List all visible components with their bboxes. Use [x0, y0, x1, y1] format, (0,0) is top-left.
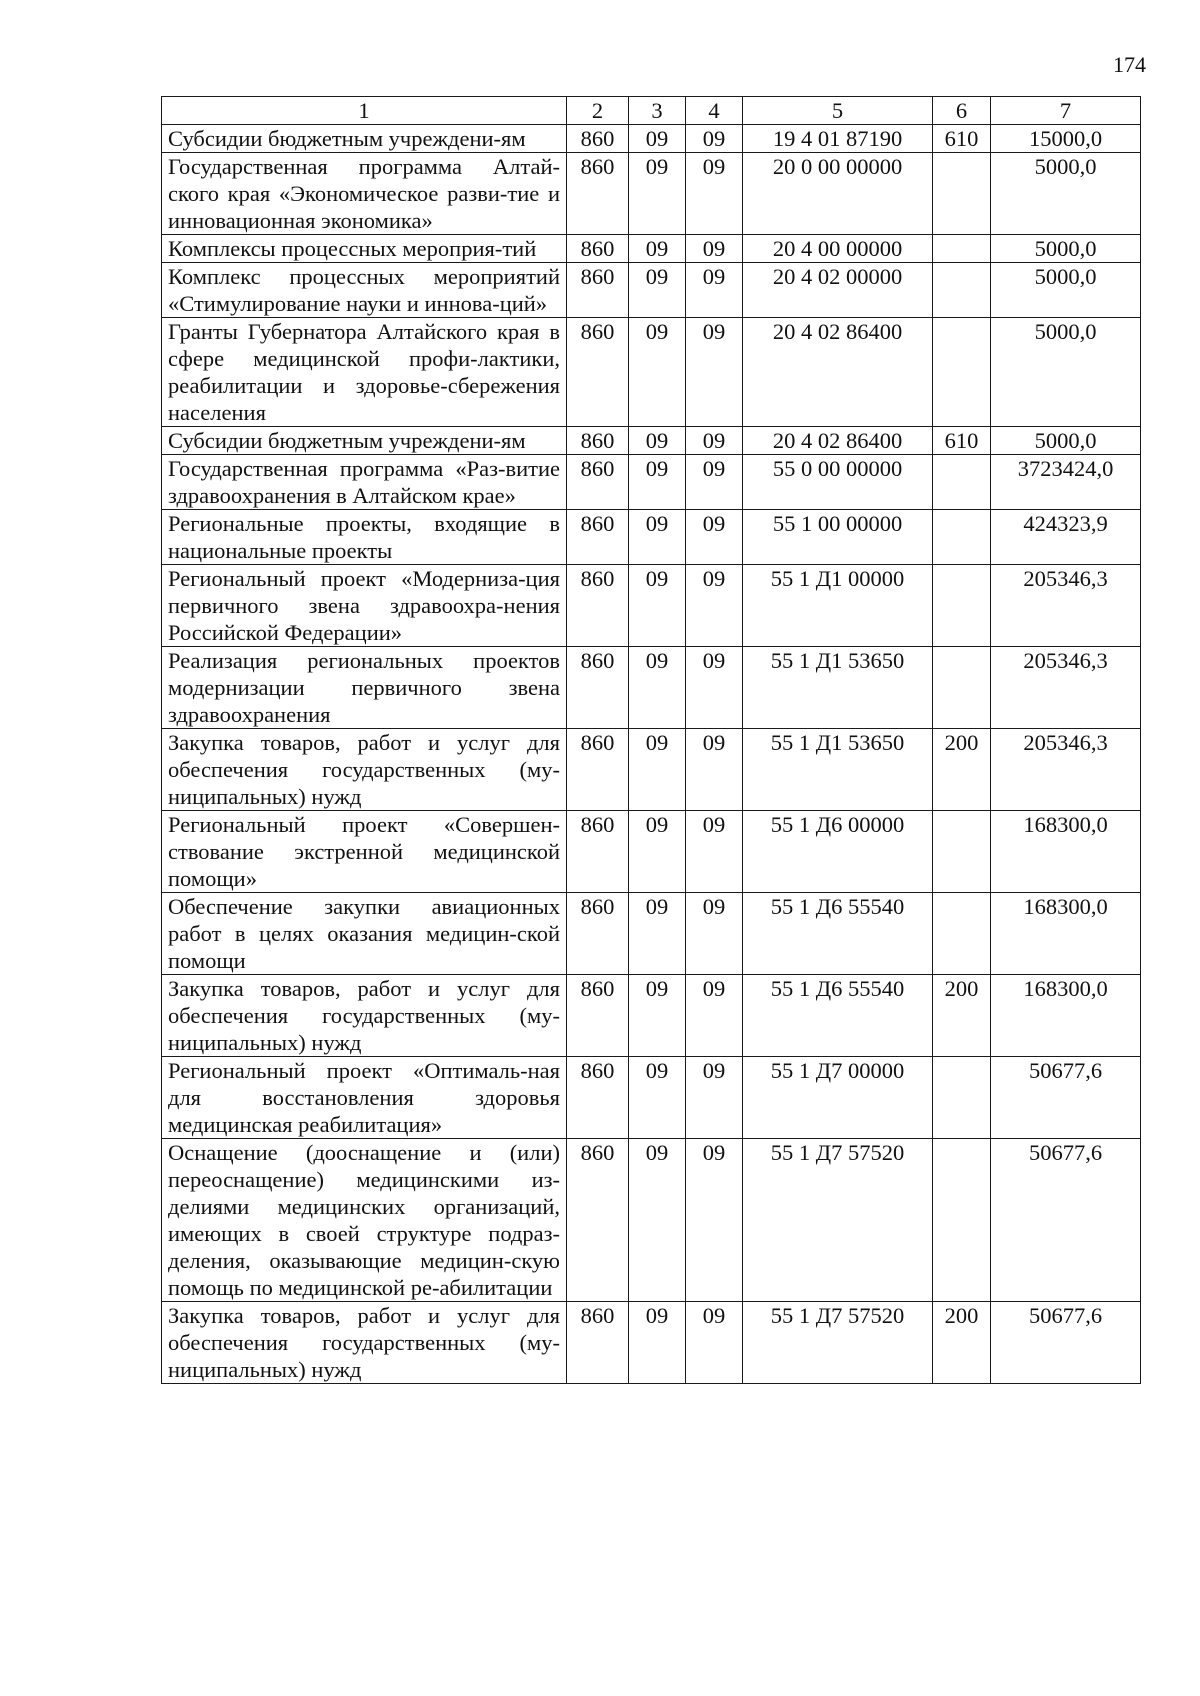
row-target-cell: 20 4 02 00000: [743, 263, 933, 318]
row-name-cell: Комплексы процессных мероприя-тий: [162, 235, 567, 263]
column-header-1: 1: [162, 97, 567, 125]
row-amount-cell: 205346,3: [991, 729, 1141, 811]
row-name-cell: Субсидии бюджетным учреждени-ям: [162, 427, 567, 455]
row-subsection-cell: 09: [686, 153, 743, 235]
row-code-cell: 860: [567, 263, 629, 318]
row-expense-type-cell: [933, 235, 991, 263]
row-code-cell: 860: [567, 893, 629, 975]
row-code-cell: 860: [567, 510, 629, 565]
row-target-cell: 55 0 00 00000: [743, 455, 933, 510]
row-name-cell: Обеспечение закупки авиационных работ в целях оказания медицин-ской помощи: [162, 893, 567, 975]
column-header-6: 6: [933, 97, 991, 125]
row-target-cell: 20 4 02 86400: [743, 427, 933, 455]
table-row: [162, 235, 1141, 263]
row-name-cell: Региональные проекты, входящие в национальные проекты: [162, 510, 567, 565]
row-subsection-cell: 09: [686, 1057, 743, 1139]
row-amount-cell: 50677,6: [991, 1302, 1141, 1384]
row-target-cell: 20 4 00 00000: [743, 235, 933, 263]
row-name-cell: Закупка товаров, работ и услуг для обеспечения государственных (му-ниципальных) нужд: [162, 975, 567, 1057]
row-expense-type-cell: [933, 510, 991, 565]
row-subsection-cell: 09: [686, 427, 743, 455]
row-target-cell: 55 1 Д7 00000: [743, 1057, 933, 1139]
row-section-cell: 09: [629, 893, 686, 975]
row-subsection-cell: 09: [686, 125, 743, 153]
row-amount-cell: 168300,0: [991, 893, 1141, 975]
row-code-cell: 860: [567, 811, 629, 893]
row-expense-type-cell: 200: [933, 975, 991, 1057]
row-expense-type-cell: [933, 455, 991, 510]
column-header-7: 7: [991, 97, 1141, 125]
row-expense-type-cell: 200: [933, 1302, 991, 1384]
row-subsection-cell: 09: [686, 893, 743, 975]
row-amount-cell: 5000,0: [991, 235, 1141, 263]
row-expense-type-cell: [933, 263, 991, 318]
row-amount-cell: 168300,0: [991, 975, 1141, 1057]
row-amount-cell: 3723424,0: [991, 455, 1141, 510]
table-row: [162, 318, 1141, 427]
row-section-cell: 09: [629, 125, 686, 153]
row-name-cell: Закупка товаров, работ и услуг для обеспечения государственных (му-ниципальных) нужд: [162, 729, 567, 811]
row-amount-cell: 5000,0: [991, 263, 1141, 318]
column-header-4: 4: [686, 97, 743, 125]
row-name-cell: Государственная программа «Раз-витие здравоохранения в Алтайском крае»: [162, 455, 567, 510]
row-amount-cell: 50677,6: [991, 1057, 1141, 1139]
row-expense-type-cell: 200: [933, 729, 991, 811]
row-amount-cell: 5000,0: [991, 427, 1141, 455]
row-code-cell: 860: [567, 1057, 629, 1139]
page-number: 174: [1113, 52, 1146, 77]
table-row: [162, 510, 1141, 565]
row-name-cell: Реализация региональных проектов модернизации первичного звена здравоохранения: [162, 647, 567, 729]
row-expense-type-cell: [933, 565, 991, 647]
table-row: [162, 975, 1141, 1057]
row-code-cell: 860: [567, 125, 629, 153]
row-expense-type-cell: [933, 1139, 991, 1302]
row-target-cell: 20 0 00 00000: [743, 153, 933, 235]
row-section-cell: 09: [629, 455, 686, 510]
row-name-cell: Субсидии бюджетным учреждени-ям: [162, 125, 567, 153]
row-name-cell: Государственная программа Алтай-ского края «Экономическое разви-тие и инновационная экономика»: [162, 153, 567, 235]
row-target-cell: 55 1 Д1 53650: [743, 647, 933, 729]
row-target-cell: 55 1 Д7 57520: [743, 1139, 933, 1302]
row-amount-cell: 205346,3: [991, 647, 1141, 729]
row-target-cell: 55 1 Д6 55540: [743, 893, 933, 975]
table-row: [162, 427, 1141, 455]
row-subsection-cell: 09: [686, 1302, 743, 1384]
row-code-cell: 860: [567, 235, 629, 263]
row-target-cell: 20 4 02 86400: [743, 318, 933, 427]
table-row: [162, 125, 1141, 153]
row-target-cell: 55 1 Д1 53650: [743, 729, 933, 811]
row-name-cell: Комплекс процессных мероприятий «Стимулирование науки и иннова-ций»: [162, 263, 567, 318]
row-subsection-cell: 09: [686, 647, 743, 729]
row-expense-type-cell: 610: [933, 427, 991, 455]
row-code-cell: 860: [567, 455, 629, 510]
row-code-cell: 860: [567, 1139, 629, 1302]
row-section-cell: 09: [629, 729, 686, 811]
row-subsection-cell: 09: [686, 565, 743, 647]
column-header-5: 5: [743, 97, 933, 125]
table-row: [162, 565, 1141, 647]
row-code-cell: 860: [567, 153, 629, 235]
row-section-cell: 09: [629, 811, 686, 893]
row-amount-cell: 424323,9: [991, 510, 1141, 565]
row-code-cell: 860: [567, 975, 629, 1057]
row-code-cell: 860: [567, 729, 629, 811]
row-name-cell: Региональный проект «Совершен-ствование экстренной медицинской помощи»: [162, 811, 567, 893]
table-row: [162, 647, 1141, 729]
row-subsection-cell: 09: [686, 811, 743, 893]
table-body: [162, 125, 1141, 1384]
row-code-cell: 860: [567, 427, 629, 455]
table-row: [162, 263, 1141, 318]
row-target-cell: 55 1 Д6 55540: [743, 975, 933, 1057]
row-target-cell: 55 1 Д6 00000: [743, 811, 933, 893]
row-section-cell: 09: [629, 565, 686, 647]
row-code-cell: 860: [567, 318, 629, 427]
row-subsection-cell: 09: [686, 318, 743, 427]
budget-table: [161, 96, 1141, 1384]
row-amount-cell: 50677,6: [991, 1139, 1141, 1302]
row-section-cell: 09: [629, 153, 686, 235]
row-code-cell: 860: [567, 647, 629, 729]
row-amount-cell: 5000,0: [991, 318, 1141, 427]
row-section-cell: 09: [629, 975, 686, 1057]
row-subsection-cell: 09: [686, 510, 743, 565]
column-header-3: 3: [629, 97, 686, 125]
row-subsection-cell: 09: [686, 1139, 743, 1302]
row-subsection-cell: 09: [686, 235, 743, 263]
row-amount-cell: 15000,0: [991, 125, 1141, 153]
row-expense-type-cell: 610: [933, 125, 991, 153]
row-code-cell: 860: [567, 1302, 629, 1384]
row-section-cell: 09: [629, 235, 686, 263]
row-target-cell: 55 1 Д7 57520: [743, 1302, 933, 1384]
row-section-cell: 09: [629, 510, 686, 565]
row-name-cell: Закупка товаров, работ и услуг для обеспечения государственных (му-ниципальных) нужд: [162, 1302, 567, 1384]
table-row: [162, 811, 1141, 893]
row-amount-cell: 5000,0: [991, 153, 1141, 235]
row-section-cell: 09: [629, 263, 686, 318]
table-row: [162, 893, 1141, 975]
table-row: [162, 153, 1141, 235]
row-expense-type-cell: [933, 153, 991, 235]
row-expense-type-cell: [933, 318, 991, 427]
row-subsection-cell: 09: [686, 729, 743, 811]
row-expense-type-cell: [933, 1057, 991, 1139]
column-header-2: 2: [567, 97, 629, 125]
row-subsection-cell: 09: [686, 263, 743, 318]
table-row: [162, 729, 1141, 811]
table-row: [162, 1139, 1141, 1302]
row-target-cell: 55 1 00 00000: [743, 510, 933, 565]
row-name-cell: Региональный проект «Модерниза-ция первичного звена здравоохра-нения Российской Федерации»: [162, 565, 567, 647]
row-section-cell: 09: [629, 1057, 686, 1139]
row-target-cell: 55 1 Д1 00000: [743, 565, 933, 647]
table-row: [162, 1057, 1141, 1139]
row-expense-type-cell: [933, 647, 991, 729]
row-section-cell: 09: [629, 427, 686, 455]
row-target-cell: 19 4 01 87190: [743, 125, 933, 153]
row-section-cell: 09: [629, 318, 686, 427]
row-amount-cell: 168300,0: [991, 811, 1141, 893]
row-expense-type-cell: [933, 893, 991, 975]
row-name-cell: Гранты Губернатора Алтайского края в сфере медицинской профи-лактики, реабилитации и здоровье-сбережения населения: [162, 318, 567, 427]
row-amount-cell: 205346,3: [991, 565, 1141, 647]
table-row: [162, 1302, 1141, 1384]
row-section-cell: 09: [629, 1302, 686, 1384]
row-name-cell: Оснащение (дооснащение и (или) переоснащение) медицинскими из-делиями медицинских организаций, имеющих в своей структуре подраз-деления, оказывающие медицин-скую помощь по медицинской ре-абилитации: [162, 1139, 567, 1302]
row-name-cell: Региональный проект «Оптималь-ная для восстановления здоровья медицинская реабилитация»: [162, 1057, 567, 1139]
table-row: [162, 455, 1141, 510]
row-subsection-cell: 09: [686, 455, 743, 510]
row-expense-type-cell: [933, 811, 991, 893]
row-subsection-cell: 09: [686, 975, 743, 1057]
table-header-row: [162, 97, 1141, 125]
row-section-cell: 09: [629, 1139, 686, 1302]
row-section-cell: 09: [629, 647, 686, 729]
row-code-cell: 860: [567, 565, 629, 647]
